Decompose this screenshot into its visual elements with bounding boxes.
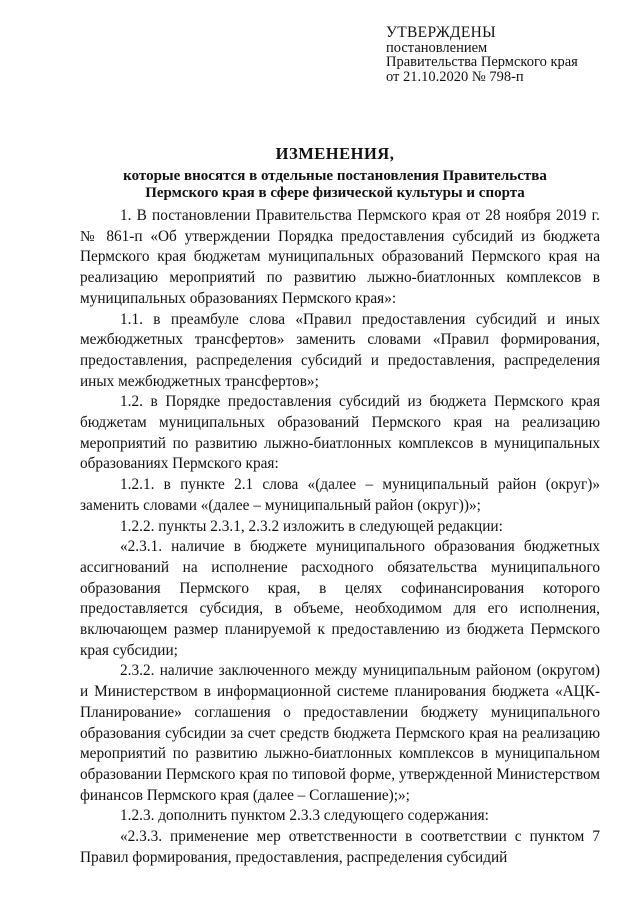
paragraph: 1.2.1. в пункте 2.1 слова «(далее – муниципальный район (округ)» заменить словами «(далее – муниципальный район (округ))»;	[80, 476, 600, 514]
paragraph: 1. В постановлении Правительства Пермского края от 28 ноября 2019 г. № 861-п «Об утверждении Порядка предоставления субсидий из бюджета Пермского края бюджетам муниципальных образований Пермского края на реализацию мероприятий по развитию лыжно-биатлонных комплексов в муниципальных образованиях Пермского края»:	[80, 207, 600, 307]
approval-line: от 21.10.2020 № 798-п	[386, 68, 524, 85]
paragraph: 1.2. в Порядке предоставления субсидий из бюджета Пермского края бюджетам муниципальных образований Пермского края на реализацию мероприятий по развитию лыжно-биатлонных комплексов в муниципальных образованиях Пермского края:	[80, 393, 600, 473]
paragraph: 2.3.2. наличие заключенного между муниципальным районом (округом) и Министерством в информационной системе планирования бюджета «АЦК-Планирование» соглашения о предоставлении бюджету муниципального образования субсидии за счет средств бюджета Пермского края на реализацию мероприятий по развитию лыжно-биатлонных комплексов в муниципальном образовании Пермского края по типовой форме, утвержденной Министерством финансов Пермского края (далее – Соглашение);»;	[80, 662, 600, 804]
document-subtitle	[0, 168, 640, 202]
paragraph: «2.3.3. применение мер ответственности в соответствии с пунктом 7 Правил формирования, предоставления, распределения субсидий	[80, 828, 600, 866]
paragraph: 1.1. в преамбуле слова «Правил предоставления субсидий и иных межбюджетных трансфертов» заменить словами «Правил формирования, предоставления, распределения субсидий и предоставления, распределения иных межбюджетных трансфертов»;	[80, 310, 600, 390]
approval-title: УТВЕРЖДЕНЫ	[386, 24, 496, 41]
approval-line: Правительства Пермского края	[386, 54, 578, 70]
subtitle-line: которые вносятся в отдельные постановления Правительства	[123, 168, 547, 184]
document-body	[80, 206, 600, 869]
approval-stamp	[386, 26, 578, 84]
paragraph: «2.3.1. наличие в бюджете муниципального образования бюджетных ассигнований на исполнение расходного обязательства муниципального образования Пермского края, в целях софинансирования которого предоставляется субсидия, в объеме, необходимом для его исполнения, включающем размер планируемой к предоставлению из бюджета Пермского края субсидии;	[80, 538, 600, 659]
subtitle-line: Пермского края в сфере физической культуры и спорта	[145, 185, 525, 201]
approval-line: постановлением	[386, 39, 488, 56]
document-heading	[0, 144, 640, 202]
paragraph: 1.2.3. дополнить пунктом 2.3.3 следующего содержания:	[120, 807, 489, 825]
paragraph: 1.2.2. пункты 2.3.1, 2.3.2 изложить в следующей редакции:	[120, 517, 503, 535]
document-title: ИЗМЕНЕНИЯ,	[275, 144, 395, 163]
